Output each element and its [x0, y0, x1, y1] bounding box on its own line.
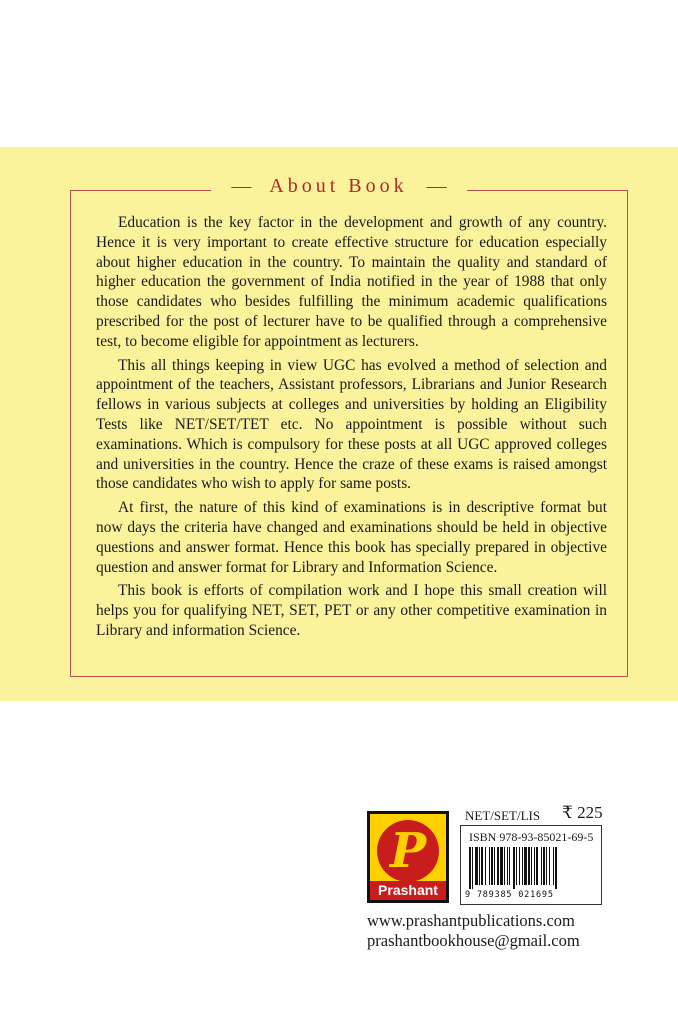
about-paragraph: At first, the nature of this kind of examinations is in descriptive format but now days the criteria have changed and examinations should be held in objective questions and answer format. Hence this book has specially prepared in objective question and answer format for Library and Information Science. — [96, 499, 607, 576]
about-paragraph: This book is efforts of compilation work and I hope this small creation will helps you for qualifying NET, SET, PET or any other competitive examination in Library and information Science. — [96, 582, 607, 639]
about-heading-text: About Book — [269, 175, 408, 197]
book-code: NET/SET/LIS — [465, 808, 541, 823]
book-price: ₹ 225 — [562, 803, 603, 822]
barcode-icon — [467, 847, 597, 889]
isbn-box — [460, 825, 602, 905]
publisher-logo — [367, 811, 449, 903]
logo-name: Prashant — [370, 881, 446, 900]
barcode-number: 9 789385 021695 — [465, 890, 554, 900]
about-heading: — About Book — — [0, 175, 678, 198]
isbn-label: ISBN 978-93-85021-69-5 — [469, 830, 594, 844]
about-content — [96, 213, 607, 645]
email-link[interactable]: prashantbookhouse@gmail.com — [367, 931, 580, 950]
logo-letter: P — [389, 823, 427, 879]
about-paragraph: This all things keeping in view UGC has evolved a method of selection and appointment of the teachers, Assistant professors, Librarians and Junior Research fellows in various subjects at colleges and universities by holding an Eligibility Tests like NET/SET/TET etc. No appointment is possible without such examinations. Which is compulsory for these posts at all UGC approved colleges and universities in the country. Hence the craze of these exams is raised amongst those candidates who wish to apply for same posts. — [96, 356, 607, 493]
contact-block — [367, 911, 580, 951]
website-link[interactable]: www.prashantpublications.com — [367, 911, 575, 930]
about-paragraph: Education is the key factor in the development and growth of any country. Hence it is very important to create effective structure for education especially about higher education in the country. To maintain the quality and standard of higher education the government of India notified in the year of 1988 that only those candidates who besides fulfilling the minimum academic qualifications prescribed for the post of lecturer have to be qualified through a comprehensive test, to become eligible for appointment as lecturers. — [96, 214, 607, 350]
